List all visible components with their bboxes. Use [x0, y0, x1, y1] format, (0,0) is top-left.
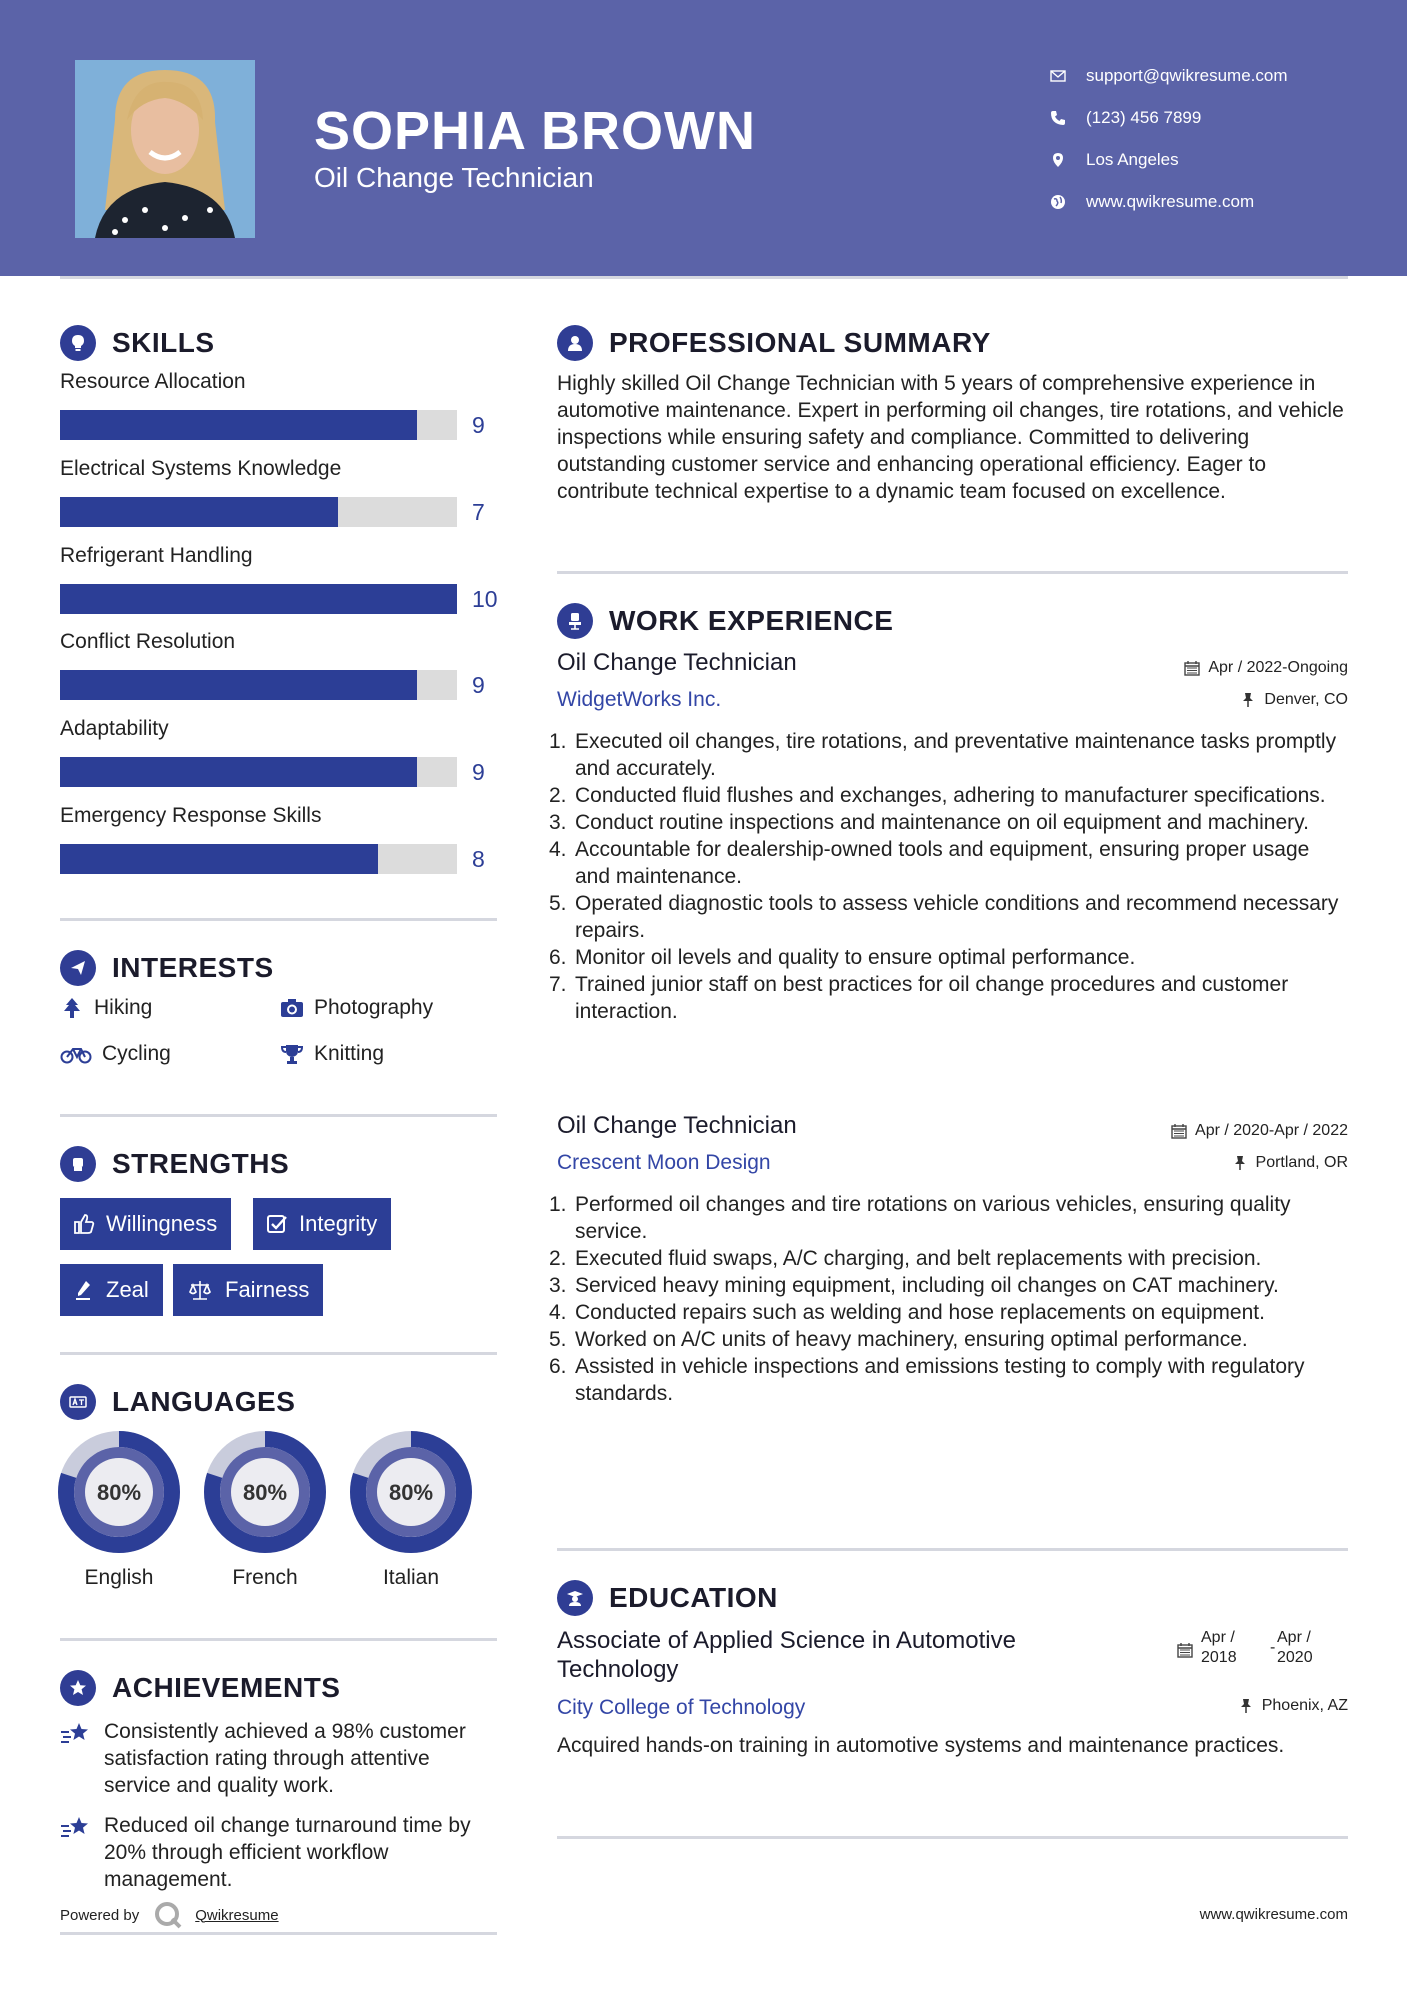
skill-bar-fill: [60, 670, 417, 700]
education-start-year: 2018: [1201, 1649, 1237, 1666]
achievement-item: [60, 1812, 500, 1893]
duty-item: 4. Conducted repairs such as welding and hose replacements on equipment.: [549, 1301, 1265, 1324]
pen-icon: [72, 1278, 96, 1302]
degree-title: Associate of Applied Science in Automotive Technology: [557, 1627, 1016, 1683]
footer-divider: [60, 1932, 497, 1935]
paper-plane-icon: [60, 950, 96, 986]
language-ring: [57, 1430, 181, 1554]
contact-website[interactable]: [1050, 181, 1380, 223]
skill-item: [60, 804, 500, 874]
section-divider: [60, 1352, 497, 1355]
skill-label: Electrical Systems Knowledge: [60, 457, 342, 480]
education-end-month: Apr /: [1277, 1629, 1311, 1646]
powered-by-link[interactable]: Qwikresume: [195, 1906, 279, 1924]
language-percent: 80%: [388, 1480, 434, 1505]
job-location-text: Denver, CO: [1264, 691, 1348, 708]
skill-item: [60, 717, 500, 787]
calendar-icon: [1171, 1123, 1187, 1139]
skill-bar-track: [60, 497, 457, 527]
envelope-icon: [1050, 68, 1086, 84]
achievements-heading: [60, 1670, 340, 1706]
skill-item: [60, 630, 500, 700]
duty-item: 1. Executed oil changes, tire rotations, and preventative maintenance tasks promptly and accurately.: [549, 730, 1337, 780]
skill-label: Adaptability: [60, 717, 169, 740]
duty-item: 4. Accountable for dealership-owned tools and equipment, ensuring proper usage and maintenance.: [549, 838, 1310, 888]
experience-title: WORK EXPERIENCE: [609, 605, 894, 636]
education-location: [1238, 1697, 1348, 1715]
duties-list: [549, 728, 1347, 1025]
strengths-heading: [60, 1146, 289, 1182]
interest-cycling: [60, 1042, 171, 1066]
job-dates-text: Apr / 2020-Apr / 2022: [1195, 1122, 1348, 1139]
interest-label: Hiking: [94, 996, 153, 1019]
languages-heading: [60, 1384, 295, 1420]
duty-item: 5. Operated diagnostic tools to assess vehicle conditions and recommend necessary repairs.: [549, 892, 1339, 942]
qwikresume-logo-icon: [153, 1900, 183, 1930]
duty-item: 2. Conducted fluid flushes and exchanges, adhering to manufacturer specifications.: [549, 784, 1326, 807]
strength-label: Zeal: [106, 1277, 149, 1302]
resume-header: [0, 0, 1407, 276]
graduate-icon: [557, 1580, 593, 1616]
section-divider: [557, 1836, 1348, 1839]
strength-label: Fairness: [225, 1277, 310, 1302]
language-name: Italian: [382, 1566, 440, 1589]
job-dates: [1184, 659, 1348, 677]
profile-photo: [75, 60, 255, 238]
education-heading: [557, 1580, 778, 1616]
contact-phone-text: (123) 456 7899: [1086, 108, 1202, 127]
footer-url[interactable]: www.qwikresume.com: [1199, 1906, 1348, 1923]
thumbs-up-icon: [72, 1212, 96, 1236]
language-item: [203, 1430, 327, 1590]
language-item: [349, 1430, 473, 1590]
interest-knitting: [280, 1042, 384, 1066]
education-location-text: Phoenix, AZ: [1261, 1697, 1348, 1714]
strength-label: Willingness: [106, 1211, 218, 1236]
lightbulb-icon: [60, 325, 96, 361]
skill-value: 9: [472, 412, 485, 438]
section-divider: [60, 918, 497, 921]
candidate-name: SOPHIA BROWN: [314, 101, 756, 161]
skill-bar-track: [60, 757, 457, 787]
language-percent: 80%: [96, 1480, 142, 1505]
interest-hiking: [60, 996, 152, 1020]
job-location-text: Portland, OR: [1255, 1154, 1348, 1171]
map-pin-icon: [1050, 152, 1086, 168]
skill-value: 10: [472, 586, 498, 612]
section-divider: [557, 571, 1348, 574]
company-name: WidgetWorks Inc.: [557, 688, 722, 711]
translate-icon: [60, 1384, 96, 1420]
language-name: English: [84, 1566, 154, 1589]
pushpin-icon: [1240, 692, 1256, 708]
summary-title: PROFESSIONAL SUMMARY: [609, 327, 991, 358]
skill-bar-fill: [60, 757, 417, 787]
skill-item: [60, 370, 500, 440]
shooting-star-icon: [60, 1814, 92, 1842]
contact-website-text: www.qwikresume.com: [1086, 192, 1255, 211]
skill-bar-fill: [60, 844, 378, 874]
job-dates: [1171, 1122, 1348, 1140]
skill-value: 9: [472, 759, 485, 785]
calendar-icon: [1184, 660, 1200, 676]
interest-label: Knitting: [314, 1042, 385, 1065]
globe-icon: [1050, 194, 1086, 210]
company-name: Crescent Moon Design: [557, 1151, 771, 1174]
section-divider: [60, 1638, 497, 1641]
camera-icon: [280, 997, 304, 1019]
raised-fist-icon: [60, 1146, 96, 1182]
duty-item: 2. Executed fluid swaps, A/C charging, and belt replacements with precision.: [549, 1247, 1262, 1270]
star-badge-icon: [60, 1670, 96, 1706]
skill-label: Refrigerant Handling: [60, 544, 253, 567]
interests-title: INTERESTS: [112, 952, 274, 983]
job-location: [1240, 691, 1348, 709]
pushpin-icon: [1238, 1698, 1254, 1714]
education-start-month: Apr /: [1201, 1629, 1235, 1646]
skill-bar-fill: [60, 584, 457, 614]
summary-text: Highly skilled Oil Change Technician with 5 years of comprehensive experience in automotive maintenance. Expert in performing oil changes, tire rotations, and vehicle inspections while ensuring safety and compliance. Committed to delivering outstanding customer service and enhancing operational efficiency. Eager to contribute technical expertise to a dynamic team focused on excellence.: [557, 372, 1344, 503]
strengths-title: STRENGTHS: [112, 1148, 290, 1179]
skill-bar-track: [60, 844, 457, 874]
duty-item: 5. Worked on A/C units of heavy machinery, ensuring optimal performance.: [549, 1328, 1248, 1351]
school-name: City College of Technology: [557, 1696, 806, 1719]
duty-item: 7. Trained junior staff on best practices for oil change procedures and customer interaction.: [549, 973, 1289, 1023]
trophy-icon: [280, 1043, 304, 1065]
duty-item: 6. Monitor oil levels and quality to ensure optimal performance.: [549, 946, 1136, 969]
duty-item: 6. Assisted in vehicle inspections and emissions testing to comply with regulatory standards.: [549, 1355, 1305, 1405]
education-description: Acquired hands-on training in automotive systems and maintenance practices.: [557, 1734, 1285, 1757]
interest-label: Photography: [314, 996, 434, 1019]
duty-item: 1. Performed oil changes and tire rotations on various vehicles, ensuring quality service.: [549, 1193, 1291, 1243]
language-ring: [203, 1430, 327, 1554]
education-date-dash: -: [1270, 1639, 1276, 1656]
contact-email[interactable]: [1050, 55, 1380, 97]
bicycle-icon: [60, 1043, 92, 1065]
job-title: Oil Change Technician: [557, 1112, 797, 1139]
job-location: [1232, 1154, 1348, 1172]
achievement-item: [60, 1718, 500, 1799]
contact-location: [1050, 139, 1380, 181]
skill-bar-fill: [60, 410, 417, 440]
achievement-text: Consistently achieved a 98% customer satisfaction rating through attentive service and quality work.: [104, 1720, 466, 1797]
candidate-title: Oil Change Technician: [314, 162, 594, 193]
tree-icon: [60, 997, 84, 1019]
duty-item: 3. Serviced heavy mining equipment, including oil changes on CAT machinery.: [549, 1274, 1279, 1297]
job-title: Oil Change Technician: [557, 649, 797, 676]
achievement-text: Reduced oil change turnaround time by 20% through efficient workflow management.: [104, 1814, 471, 1891]
language-name: French: [232, 1566, 298, 1589]
skill-value: 9: [472, 672, 485, 698]
interests-heading: [60, 950, 274, 986]
contact-email-text: support@qwikresume.com: [1086, 66, 1288, 85]
checkbox-icon: [265, 1212, 289, 1236]
chair-icon: [557, 603, 593, 639]
strength-badge: [60, 1264, 163, 1316]
contact-location-text: Los Angeles: [1086, 150, 1179, 169]
contact-phone[interactable]: [1050, 97, 1380, 139]
phone-icon: [1050, 110, 1086, 126]
language-percent: 80%: [242, 1480, 288, 1505]
pushpin-icon: [1232, 1155, 1248, 1171]
skill-label: Emergency Response Skills: [60, 804, 322, 827]
section-divider: [60, 1114, 497, 1117]
calendar-icon: [1177, 1642, 1193, 1658]
skills-title: SKILLS: [112, 327, 215, 358]
skill-item: [60, 544, 500, 614]
education-end-year: 2020: [1277, 1649, 1313, 1666]
language-item: [57, 1430, 181, 1590]
skill-bar-track: [60, 410, 457, 440]
skill-value: 7: [472, 499, 485, 525]
duties-list: [549, 1191, 1347, 1407]
skill-item: [60, 457, 500, 527]
balance-scale-icon: [185, 1278, 215, 1302]
language-ring: [349, 1430, 473, 1554]
skill-label: Resource Allocation: [60, 370, 246, 393]
duty-item: 3. Conduct routine inspections and maintenance on oil equipment and machinery.: [549, 811, 1309, 834]
user-icon: [557, 325, 593, 361]
skill-value: 8: [472, 846, 485, 872]
section-divider: [557, 1548, 1348, 1551]
education-title: EDUCATION: [609, 1582, 778, 1613]
achievements-title: ACHIEVEMENTS: [112, 1672, 341, 1703]
powered-by-label: Powered by: [60, 1906, 140, 1924]
job-dates-text: Apr / 2022-Ongoing: [1208, 659, 1348, 676]
strength-badge: [253, 1198, 391, 1250]
skill-bar-track: [60, 584, 457, 614]
contact-list: [1050, 55, 1380, 223]
strength-badge: [60, 1198, 231, 1250]
header-divider: [60, 276, 1348, 279]
skill-bar-fill: [60, 497, 338, 527]
shooting-star-icon: [60, 1720, 92, 1748]
strength-badge: [173, 1264, 323, 1316]
interest-photography: [280, 996, 433, 1020]
experience-heading: [557, 603, 893, 639]
summary-heading: [557, 325, 991, 361]
powered-by: [60, 1900, 279, 1930]
skill-label: Conflict Resolution: [60, 630, 236, 653]
interest-label: Cycling: [102, 1042, 171, 1065]
languages-title: LANGUAGES: [112, 1386, 296, 1417]
skill-bar-track: [60, 670, 457, 700]
skills-heading: [60, 325, 215, 361]
strength-label: Integrity: [299, 1211, 378, 1236]
